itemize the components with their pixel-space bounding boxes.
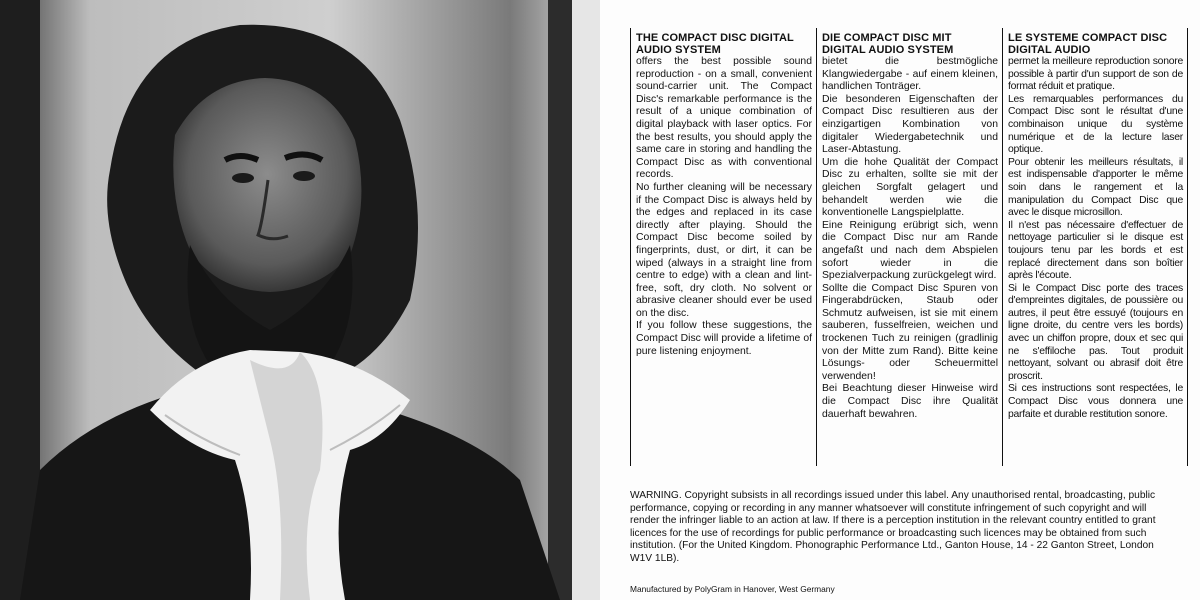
french-paragraph: Les remarquables performances du Compact Disc sont le résultat d'une combinaison unique du système numérique et de la lecture laser optique.: [1008, 93, 1183, 156]
english-heading: THE COMPACT DISC DIGITAL AUDIO SYSTEM: [636, 32, 794, 56]
liner-notes-page: [600, 0, 1200, 600]
german-paragraph: Die besonderen Eigenschaften der Compact Disc resultieren aus der einzigartigen Kombination von digitaler Wiedergabetechnik und Laser-Abtastung.: [822, 93, 998, 156]
german-paragraph: bietet die bestmögliche Klangwiedergabe - auf einem kleinen, handlichen Tonträger.: [822, 56, 998, 93]
english-paragraph: If you follow these suggestions, the Compact Disc will provide a lifetime of pure listening enjoyment.: [636, 320, 812, 357]
french-paragraph: Pour obtenir les meilleurs résultats, il est indispensable d'apporter le même soin dans le rangement et la manipulation du Compact Disc que avec le disque microsillon.: [1008, 156, 1183, 219]
german-paragraph: Bei Beachtung dieser Hinweise wird die Compact Disc ihre Qualität dauerhaft bewahren.: [822, 383, 998, 420]
french-column: [1002, 28, 1188, 466]
manufacturer-note: Manufactured by PolyGram in Hanover, West Germany: [630, 584, 835, 594]
german-column: [816, 28, 1002, 466]
german-paragraph: Um die hohe Qualität der Compact Disc zu erhalten, sollte sie mit der gleichen Sorgfalt gelagert und behandelt werden wie die konventionelle Langspielplatte.: [822, 156, 998, 219]
french-paragraph: Si ces instructions sont respectées, le Compact Disc vous donnera une parfaite et durable restitution sonore.: [1008, 383, 1183, 420]
german-paragraph: Sollte die Compact Disc Spuren von Fingerabdrücken, Staub oder Schmutz aufweisen, ist sie mit einem sauberen, fusselfreien, weichen und trockenen Tuch zu reinigen (gradlinig von der Mitte zum Rand). Bitte keine Lösungs- oder Scheuermittel verwenden!: [822, 282, 998, 382]
french-paragraph: permet la meilleure reproduction sonore possible à partir d'un support de son de format réduit et pratique.: [1008, 56, 1183, 93]
german-heading: DIE COMPACT DISC MIT DIGITAL AUDIO SYSTEM: [822, 32, 954, 56]
english-paragraph: No further cleaning will be necessary if the Compact Disc is always held by the edges and replaced in its case directly after playing. Should the Compact Disc become soiled by fingerprints, dust, or dirt, it can be wiped (always in a straight line from centre to edge) with a clean and lint-free, soft, dry cloth. No solvent or abrasive cleaner should ever be used on the disc.: [636, 181, 812, 319]
french-paragraph: Il n'est pas nécessaire d'effectuer de nettoyage particulier si le disque est toujours tenu par les bords et est replacé directement dans son boîtier après l'écoute.: [1008, 219, 1183, 282]
french-heading: LE SYSTEME COMPACT DISC DIGITAL AUDIO: [1008, 32, 1168, 56]
english-column: [630, 28, 816, 466]
copyright-warning: WARNING. Copyright subsists in all recordings issued under this label. Any unauthorised rental, broadcasting, public performance, copying or recording in any manner whatsoever will constitute infringement of such copyright and will render the infringer liable to an action at law. If there is a perception institution in the relevant country entitled to grant licences for the use of recordings for public performance or broadcasting such licences may be obtained from such institution. (For the United Kingdom. Phonographic Performance Ltd., Ganton House, 14 - 22 Ganton Street, London W1V 1LB).: [630, 490, 1156, 564]
english-paragraph: offers the best possible sound reproduction - on a small, convenient sound-carrier unit. The Compact Disc's remarkable performance is the result of a unique combination of digital playback with laser optics. For the best results, you should apply the same care in storing and handling the Compact Disc as with conventional records.: [636, 56, 812, 181]
french-paragraph: Si le Compact Disc porte des traces d'empreintes digitales, de poussière ou autres, il peut être essuyé (toujours en ligne droite, du centre vers les bords) avec un chiffon propre, doux et sec qui ne s'effiloche pas. Tout produit nettoyant, solvant ou abrasif doit être proscrit.: [1008, 282, 1183, 382]
language-columns: [630, 28, 1188, 466]
german-paragraph: Eine Reinigung erübrigt sich, wenn die Compact Disc nur am Rande angefaßt und nach dem Abspielen sofort wieder in die Spezialverpackung zurückgelegt wird.: [822, 219, 998, 282]
